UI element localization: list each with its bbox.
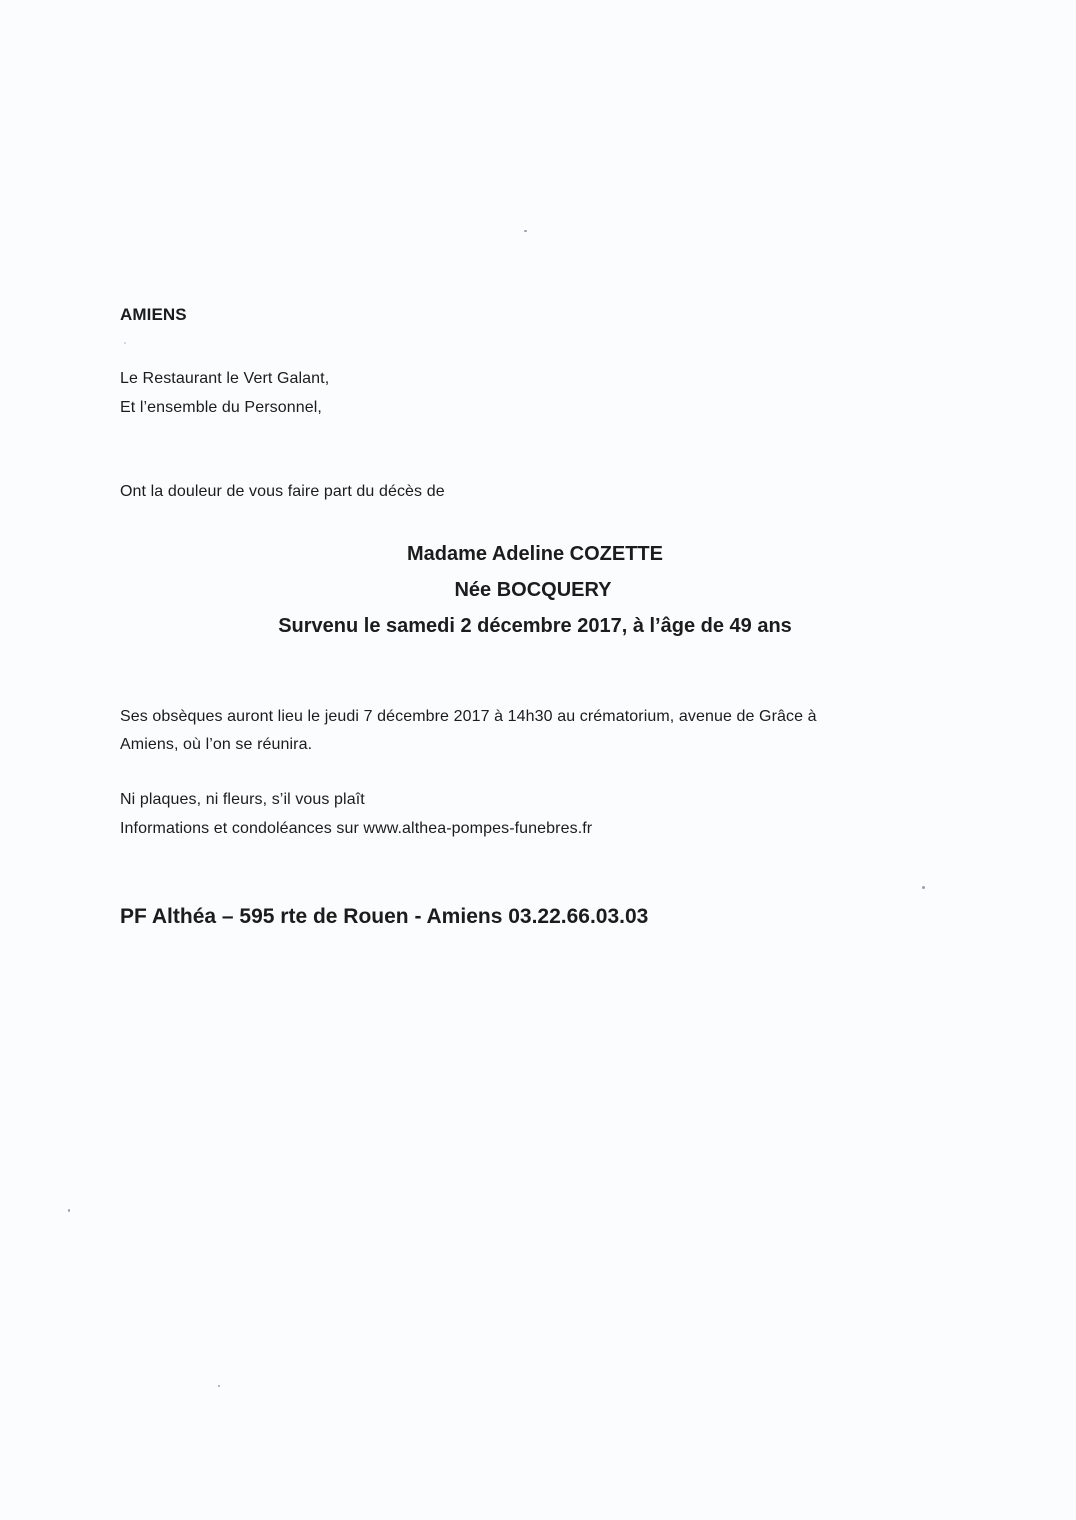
funeral-home-footer: PF Althéa – 595 rte de Rouen - Amiens 03.22.66.03.03 bbox=[120, 905, 649, 928]
scan-speck bbox=[124, 342, 126, 344]
scan-speck bbox=[68, 1209, 70, 1212]
sender-line-restaurant: Le Restaurant le Vert Galant, bbox=[120, 370, 330, 387]
funeral-details-line-2: Amiens, où l’on se réunira. bbox=[120, 736, 313, 753]
deceased-born-name: Née BOCQUERY bbox=[454, 579, 612, 601]
deceased-name: Madame Adeline COZETTE bbox=[407, 543, 663, 565]
scan-speck bbox=[218, 1385, 220, 1387]
death-date-line: Survenu le samedi 2 décembre 2017, à l’âge de 49 ans bbox=[278, 615, 792, 637]
scan-speck bbox=[922, 886, 925, 889]
no-flowers-note: Ni plaques, ni fleurs, s’il vous plaît bbox=[120, 791, 365, 808]
city-heading: AMIENS bbox=[120, 305, 187, 324]
announcement-text: Ont la douleur de vous faire part du décès de bbox=[120, 483, 445, 500]
funeral-details-line-1: Ses obsèques auront lieu le jeudi 7 décembre 2017 à 14h30 au crématorium, avenue de Grâce à bbox=[120, 708, 817, 725]
sender-line-staff: Et l’ensemble du Personnel, bbox=[120, 399, 322, 416]
scan-speck bbox=[524, 230, 527, 232]
condolences-info: Informations et condoléances sur www.althea-pompes-funebres.fr bbox=[120, 820, 593, 837]
